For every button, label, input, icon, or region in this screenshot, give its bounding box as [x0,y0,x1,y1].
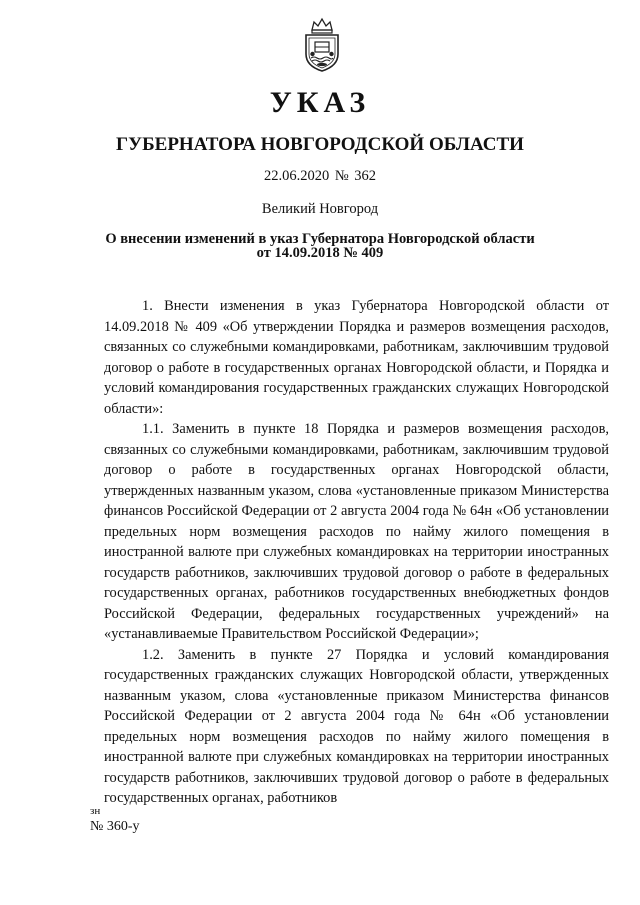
paragraph-1-2: 1.2. Заменить в пункте 27 Порядка и условий командирования государственных гражданских служащих Новгородской области, утвержденных названным указом, слова «установленные приказом Министерства финансов Российской Федерации от 2 августа 2004 года № 64н «Об установлении предельных норм возмещения расходов по найму жилого помещения в иностранной валюте при служебных командировках на территории иностранных государств работников, заключивших трудовой договор о работе в федеральных государственных органах, работников [104,646,609,806]
document-body [104,296,609,809]
document-subject-line-2: от 14.09.2018 № 409 [256,245,384,261]
date-and-number: 22.06.2020 № 362 [263,168,377,184]
coat-of-arms-icon [300,16,344,74]
page-footer [90,805,140,835]
issuer-title: ГУБЕРНАТОРА НОВГОРОДСКОЙ ОБЛАСТИ [116,134,524,155]
issue-place: Великий Новгород [261,201,379,217]
footer-number: № 360-у [90,819,140,834]
document-type-title: УКАЗ [269,86,371,119]
paragraph-1: 1. Внести изменения в указ Губернатора Новгородской области от 14.09.2018 № 409 «Об утверждении Порядка и размеров возмещения расходов, связанных со служебными командировками, работникам, заключившим трудовой договор о работе в государственных органах Новгородской области, и Порядка и условий командирования государственных гражданских служащих Новгородской области»: [104,298,609,417]
document-subject [100,232,540,260]
paragraph-1-1: 1.1. Заменить в пункте 18 Порядка и размеров возмещения расходов, связанных со служебными командировками, работникам, заключившим трудовой договор о работе в государственных органах Новгородской области, утвержденных названным указом, слова «установленные приказом Министерства финансов Российской Федерации от 2 августа 2004 года № 64н «Об установлении предельных норм возмещения расходов по найму жилого помещения в иностранной валюте при служебных командировках на территории иностранных государств работников, заключивших трудовой договор о работе в федеральных государственных органах, работников государственных внебюджетных фондов Российской Федерации, федеральных государственных учреждений» на «устанавливаемые Правительством Российской Федерации»; [104,421,609,642]
footer-code: зн [90,805,101,817]
document-subject-line-1: О внесении изменений в указ Губернатора Новгородской области [105,231,535,247]
